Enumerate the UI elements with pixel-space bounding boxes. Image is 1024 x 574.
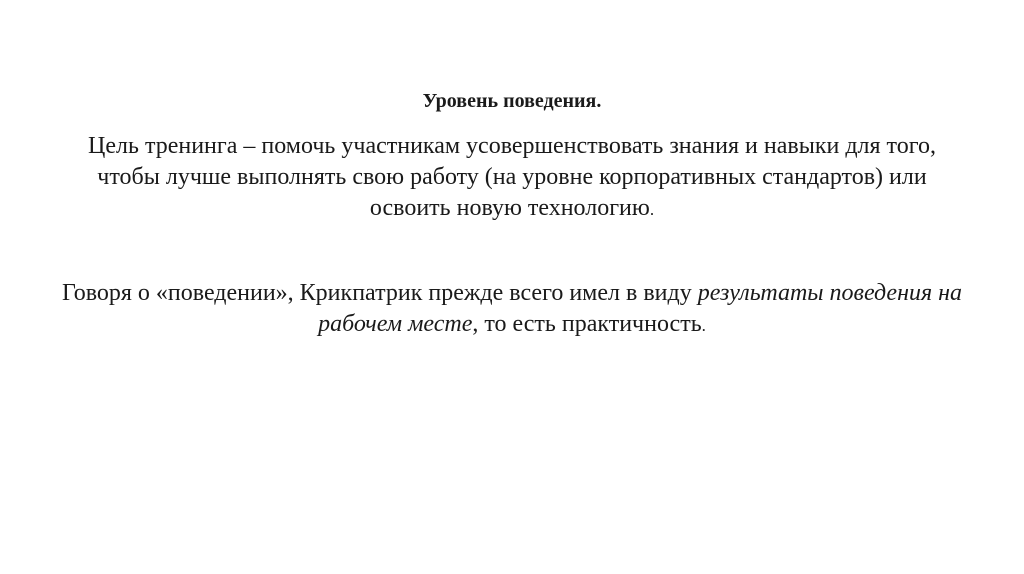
paragraph-training-goal-text: Цель тренинга – помочь участникам усовершенствовать знания и навыки для того, чтобы лучше выполнять свою работу (на уровне корпоративных стандартов) или освоить новую технологию — [88, 133, 936, 221]
paragraph-training-goal — [60, 131, 964, 225]
paragraph-training-goal-end: . — [649, 200, 655, 219]
paragraph-behavior-text-before: Говоря о «поведении», Крикпатрик прежде всего имел в виду — [61, 280, 698, 306]
paragraph-behavior-text-after: , то есть практичность — [472, 311, 702, 337]
paragraph-behavior-quote — [60, 278, 964, 341]
paragraph-behavior-end: . — [701, 316, 706, 335]
slide-title: Уровень поведения. — [422, 90, 602, 112]
paragraph-behavior-italic: результаты поведения на рабочем месте — [318, 280, 963, 337]
